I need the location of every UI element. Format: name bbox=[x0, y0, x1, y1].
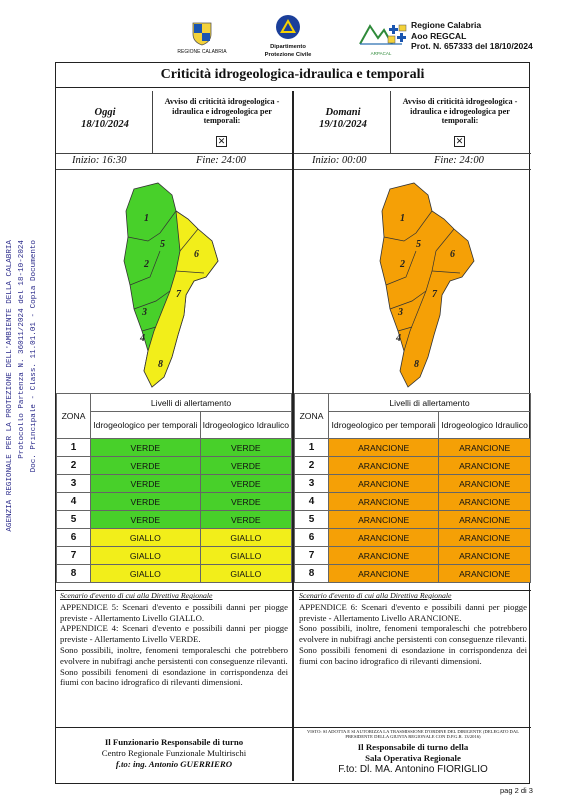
col-temporali-header: Idrogeologico per temporali bbox=[329, 412, 439, 439]
level-temporali: ARANCIONE bbox=[329, 439, 439, 457]
level-idraulico: ARANCIONE bbox=[439, 457, 531, 475]
notes-today-p3: Sono possibili, inoltre, fenomeni temporaleschi che potrebbero evolvere in nubifragi anche persistenti con conseguenze rilevanti. bbox=[60, 644, 288, 666]
level-temporali: VERDE bbox=[91, 475, 201, 493]
arpacal-caption: ARPACAL bbox=[370, 51, 392, 56]
svg-text:2: 2 bbox=[400, 259, 405, 270]
notes-today bbox=[60, 591, 288, 688]
today-top-line bbox=[56, 153, 292, 154]
tomorrow-sep bbox=[390, 91, 391, 153]
signature-today-role: Il Funzionario Responsabile di turno bbox=[104, 737, 244, 747]
svg-text:3: 3 bbox=[398, 307, 403, 318]
zone-number: 7 bbox=[57, 547, 91, 565]
zona-header: ZONA bbox=[295, 394, 329, 439]
notes-tomorrow-p1: APPENDICE 6: Scenari d'evento e possibili danni per piogge previste - Allertamento Livello ARANCIONE. bbox=[299, 601, 527, 623]
zone-row bbox=[295, 511, 531, 529]
tomorrow-zone-map bbox=[370, 181, 490, 391]
level-idraulico: GIALLO bbox=[200, 547, 291, 565]
tomorrow-time-line bbox=[294, 169, 531, 170]
zone-number: 7 bbox=[295, 547, 329, 565]
level-temporali: VERDE bbox=[91, 457, 201, 475]
svg-text:4: 4 bbox=[396, 333, 401, 344]
zone-number: 4 bbox=[295, 493, 329, 511]
svg-text:4: 4 bbox=[140, 333, 145, 344]
zone-row bbox=[295, 439, 531, 457]
zone-number: 5 bbox=[57, 511, 91, 529]
tomorrow-avviso-checkbox: ✕ bbox=[455, 136, 464, 146]
today-label: Oggi bbox=[94, 107, 116, 118]
svg-text:8: 8 bbox=[158, 359, 163, 370]
level-idraulico: VERDE bbox=[200, 475, 291, 493]
stamp-line-3: Doc. Principale - Class. 11.01.01 - Copia Documento bbox=[30, 240, 38, 473]
notes-today-p1: APPENDICE 5: Scenari d'evento e possibili danni per piogge previste - Allertamento Livello GIALLO. bbox=[60, 601, 288, 623]
zone-row bbox=[57, 475, 292, 493]
signature-tomorrow-office: Sala Operativa Regionale bbox=[365, 752, 461, 763]
svg-text:6: 6 bbox=[450, 249, 455, 260]
region-prot: Prot. N. 657333 del 18/10/2024 bbox=[411, 41, 533, 51]
pc-caption-2: Protezione Civile bbox=[264, 52, 312, 58]
today-avviso: Avviso di criticità idrogeologica - idraulica e idrogeologica per temporali: bbox=[164, 97, 280, 125]
level-idraulico: VERDE bbox=[200, 457, 291, 475]
zone-row bbox=[57, 511, 292, 529]
region-name: Regione Calabria bbox=[411, 20, 482, 30]
protocol-header bbox=[411, 20, 533, 52]
zone-row bbox=[57, 439, 292, 457]
level-idraulico: GIALLO bbox=[200, 565, 291, 583]
level-temporali: ARANCIONE bbox=[329, 529, 439, 547]
svg-text:3: 3 bbox=[142, 307, 147, 318]
tomorrow-label: Domani bbox=[325, 107, 361, 118]
zone-number: 2 bbox=[57, 457, 91, 475]
notes-today-heading: Scenario d'evento di cui alla Direttiva Regionale bbox=[60, 591, 213, 600]
zone-row bbox=[295, 565, 531, 583]
signature-today bbox=[60, 737, 288, 770]
level-temporali: ARANCIONE bbox=[329, 547, 439, 565]
today-zone-map bbox=[114, 181, 234, 391]
svg-text:8: 8 bbox=[414, 359, 419, 370]
zone-number: 6 bbox=[57, 529, 91, 547]
level-idraulico: VERDE bbox=[200, 439, 291, 457]
tomorrow-top-line bbox=[294, 153, 531, 154]
notes-tomorrow-p3: Sono possibili fenomeni di esondazione in corrispondenza dei fiumi con bacino idrografico di rilevanti dimensioni. bbox=[299, 644, 527, 666]
level-idraulico: VERDE bbox=[200, 511, 291, 529]
level-idraulico: ARANCIONE bbox=[439, 565, 531, 583]
svg-text:5: 5 bbox=[160, 239, 165, 250]
regione-logo bbox=[172, 20, 232, 56]
today-block bbox=[60, 107, 150, 131]
protezione-civile-icon bbox=[275, 14, 301, 40]
level-idraulico: ARANCIONE bbox=[439, 493, 531, 511]
regione-crest-icon bbox=[190, 20, 214, 46]
zone-number: 8 bbox=[295, 565, 329, 583]
svg-text:5: 5 bbox=[416, 239, 421, 250]
level-temporali: ARANCIONE bbox=[329, 493, 439, 511]
notes-today-p2: APPENDICE 4: Scenari d'evento e possibili danni per piogge previste - Allertamento Livello VERDE. bbox=[60, 623, 288, 645]
level-idraulico: ARANCIONE bbox=[439, 439, 531, 457]
col-idraulico-header: Idrogeologico Idraulico bbox=[200, 412, 291, 439]
tomorrow-levels-table bbox=[294, 393, 531, 583]
level-idraulico: ARANCIONE bbox=[439, 547, 531, 565]
region-aoo: Aoo REGCAL bbox=[411, 30, 467, 41]
zone-row bbox=[295, 547, 531, 565]
svg-text:7: 7 bbox=[432, 289, 437, 300]
signature-tomorrow bbox=[300, 729, 526, 776]
visto-note: VISTO: SI ADOTTA E SI AUTORIZZA LA TRASMISSIONE D'ORDINE DEL DIRIGENTE (DELEGATO DAL PRESIDENTE DELLA GIUNTA REGIONALE CON D.P.G.R. 13/2016) bbox=[306, 729, 520, 740]
stamp-line-2: Protocollo Partenza N. 36011/2024 del 18-10-2024 bbox=[18, 240, 26, 459]
tomorrow-start: Inizio: 00:00 bbox=[312, 155, 367, 166]
livelli-header: Livelli di allertamento bbox=[91, 394, 292, 412]
zone-row bbox=[295, 493, 531, 511]
zone-number: 3 bbox=[57, 475, 91, 493]
tomorrow-date: 19/10/2024 bbox=[319, 119, 367, 130]
protezione-civile-logo bbox=[258, 14, 318, 59]
level-temporali: VERDE bbox=[91, 511, 201, 529]
page-number: pag 2 di 3 bbox=[500, 786, 533, 795]
zone-number: 1 bbox=[57, 439, 91, 457]
zone-row bbox=[57, 529, 292, 547]
signature-tomorrow-name: F.to: Dl. MA. Antonino FIORIGLIO bbox=[338, 763, 488, 775]
region-crosses-icon bbox=[386, 24, 408, 46]
today-time-line bbox=[56, 169, 292, 170]
signature-today-name: f.to: ing. Antonio GUERRIERO bbox=[115, 759, 233, 769]
level-temporali: ARANCIONE bbox=[329, 475, 439, 493]
col-idraulico-header: Idrogeologico Idraulico bbox=[439, 412, 531, 439]
zone-row bbox=[295, 529, 531, 547]
signature-top-line bbox=[56, 727, 531, 728]
pc-caption-1: Dipartimento bbox=[270, 44, 306, 50]
svg-text:7: 7 bbox=[176, 289, 181, 300]
notes-tomorrow bbox=[299, 591, 527, 667]
level-temporali: GIALLO bbox=[91, 529, 201, 547]
zone-row bbox=[295, 475, 531, 493]
level-temporali: VERDE bbox=[91, 493, 201, 511]
notes-today-p4: Sono possibili fenomeni di esondazione in corrispondenza dei fiumi con bacino idrografico di rilevanti dimensioni. bbox=[60, 666, 288, 688]
today-start: Inizio: 16:30 bbox=[72, 155, 127, 166]
today-sep bbox=[152, 91, 153, 153]
svg-text:6: 6 bbox=[194, 249, 199, 260]
level-idraulico: GIALLO bbox=[200, 529, 291, 547]
zone-row bbox=[57, 493, 292, 511]
livelli-header: Livelli di allertamento bbox=[329, 394, 531, 412]
zone-row bbox=[57, 565, 292, 583]
signature-tomorrow-role: Il Responsabile di turno della bbox=[357, 741, 469, 752]
zone-number: 5 bbox=[295, 511, 329, 529]
col-temporali-header: Idrogeologico per temporali bbox=[91, 412, 201, 439]
zone-number: 2 bbox=[295, 457, 329, 475]
zone-row bbox=[57, 547, 292, 565]
bulletin-title: Criticità idrogeologica-idraulica e temporali bbox=[56, 63, 529, 88]
today-levels-table bbox=[56, 393, 292, 583]
zone-number: 8 bbox=[57, 565, 91, 583]
today-date: 18/10/2024 bbox=[81, 119, 129, 130]
level-idraulico: ARANCIONE bbox=[439, 475, 531, 493]
notes-tomorrow-p2: Sono possibili, inoltre, fenomeni temporaleschi che potrebbero evolvere in nubifragi anche persistenti con conseguenze rilevanti. bbox=[299, 623, 527, 645]
level-temporali: ARANCIONE bbox=[329, 565, 439, 583]
today-end: Fine: 24:00 bbox=[196, 155, 246, 166]
svg-text:1: 1 bbox=[400, 213, 405, 224]
zone-row bbox=[295, 457, 531, 475]
level-idraulico: ARANCIONE bbox=[439, 511, 531, 529]
regione-caption: REGIONE CALABRIA bbox=[177, 49, 227, 55]
level-idraulico: VERDE bbox=[200, 493, 291, 511]
zone-number: 4 bbox=[57, 493, 91, 511]
tomorrow-avviso: Avviso di criticità idrogeologica - idraulica e idrogeologica per temporali: bbox=[402, 97, 518, 125]
bulletin-frame bbox=[55, 62, 530, 784]
zone-number: 1 bbox=[295, 439, 329, 457]
notes-tomorrow-heading: Scenario d'evento di cui alla Direttiva Regionale bbox=[299, 591, 452, 600]
svg-text:2: 2 bbox=[144, 259, 149, 270]
today-avviso-checkbox: ✕ bbox=[217, 136, 226, 146]
stamp-line-1: AGENZIA REGIONALE PER LA PROTEZIONE DELL'AMBIENTE DELLA CALABRIA bbox=[6, 240, 14, 532]
tomorrow-block bbox=[298, 107, 388, 131]
level-temporali: ARANCIONE bbox=[329, 511, 439, 529]
protocol-stamp bbox=[4, 240, 44, 580]
regione-crest-small bbox=[386, 24, 408, 51]
zone-row bbox=[57, 457, 292, 475]
svg-text:1: 1 bbox=[144, 213, 149, 224]
tomorrow-end: Fine: 24:00 bbox=[434, 155, 484, 166]
zone-number: 3 bbox=[295, 475, 329, 493]
level-temporali: ARANCIONE bbox=[329, 457, 439, 475]
zone-number: 6 bbox=[295, 529, 329, 547]
signature-today-office: Centro Regionale Funzionale Multirischi bbox=[101, 748, 247, 758]
zona-header: ZONA bbox=[57, 394, 91, 439]
level-temporali: VERDE bbox=[91, 439, 201, 457]
level-idraulico: ARANCIONE bbox=[439, 529, 531, 547]
level-temporali: GIALLO bbox=[91, 565, 201, 583]
level-temporali: GIALLO bbox=[91, 547, 201, 565]
